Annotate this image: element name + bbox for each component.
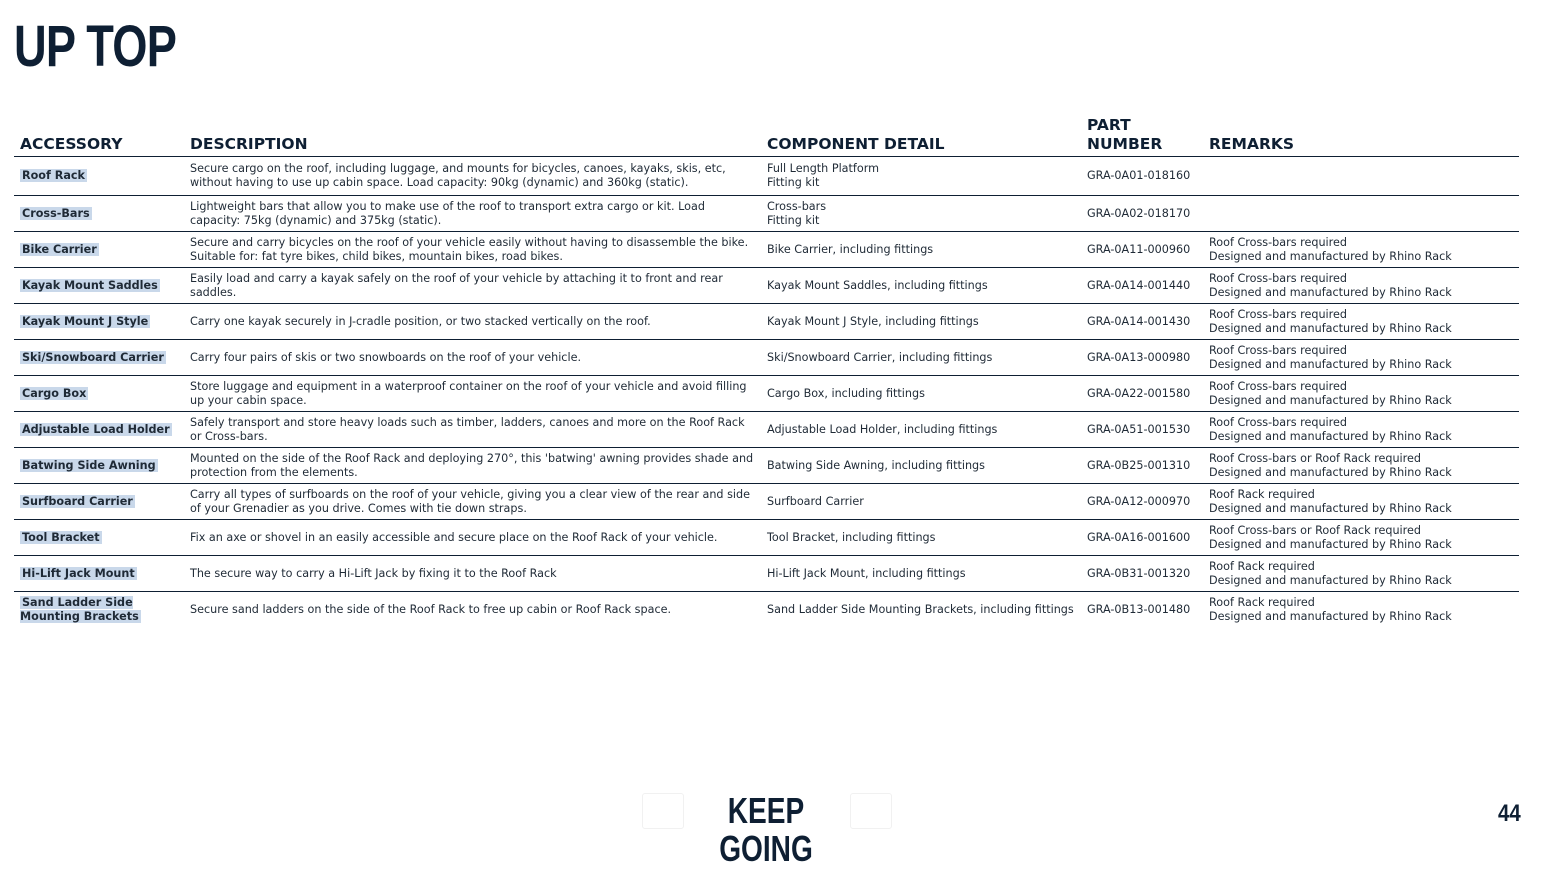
cell-description: Safely transport and store heavy loads such as timber, ladders, canoes and more on the Roof Rack or Cross-bars. (184, 412, 761, 448)
accessory-name: Kayak Mount J Style (22, 314, 149, 328)
accessory-name: Cross-Bars (22, 206, 90, 220)
cell-remarks (1203, 304, 1519, 340)
header-remarks: REMARKS (1203, 112, 1519, 157)
accessory-name: Batwing Side Awning (22, 458, 156, 472)
cell-remarks (1203, 520, 1519, 556)
remark-line2: Designed and manufactured by Rhino Rack (1209, 249, 1452, 263)
cell-accessory (14, 304, 184, 340)
remark-line2: Designed and manufactured by Rhino Rack (1209, 429, 1452, 443)
component-line1: Full Length Platform (767, 162, 880, 176)
cell-component-detail (761, 412, 1081, 448)
cell-remarks (1203, 412, 1519, 448)
table-row (14, 232, 1519, 268)
cell-part-number: GRA-0A02-018170 (1081, 196, 1203, 232)
cell-description: Easily load and carry a kayak safely on the roof of your vehicle by attaching it to front and rear saddles. (184, 268, 761, 304)
cell-description: Secure sand ladders on the side of the Roof Rack to free up cabin or Roof Rack space. (190, 602, 672, 616)
remark-line1: Roof Rack required (1209, 595, 1315, 609)
cell-component-detail (761, 232, 1081, 268)
cell-accessory (14, 376, 184, 412)
table-row (14, 412, 1519, 448)
component-line2: Fitting kit (767, 213, 820, 227)
cell-accessory (14, 157, 184, 196)
cell-accessory (14, 484, 184, 520)
header-description: DESCRIPTION (184, 112, 761, 157)
accessory-name: Sand Ladder Side Mounting Brackets (20, 595, 139, 623)
cell-part-number: GRA-0A14-001430 (1081, 304, 1203, 340)
cell-description: Fix an axe or shovel in an easily accessible and secure place on the Roof Rack of your vehicle. (184, 520, 761, 556)
component-line1: Bike Carrier, including fittings (767, 242, 934, 256)
remark-line1: Roof Cross-bars or Roof Rack required (1209, 451, 1421, 465)
table-row (14, 304, 1519, 340)
accessories-table (14, 112, 1519, 627)
cell-remarks (1203, 196, 1519, 232)
page-number: 44 (1498, 800, 1521, 827)
cell-description: Lightweight bars that allow you to make use of the roof to transport extra cargo or kit. Load capacity: 75kg (dynamic) and 375kg (static). (184, 196, 761, 232)
component-line1: Cargo Box, including fittings (767, 386, 925, 400)
cell-part-number: GRA-0A13-000980 (1081, 340, 1203, 376)
remark-line2: Designed and manufactured by Rhino Rack (1209, 465, 1452, 479)
accessory-name: Adjustable Load Holder (22, 422, 170, 436)
accessory-name: Roof Rack (22, 169, 85, 183)
cell-part-number: GRA-0A14-001440 (1081, 268, 1203, 304)
cell-part-number: GRA-0A11-000960 (1081, 232, 1203, 268)
cell-part-number: GRA-0B13-001480 (1087, 602, 1191, 616)
cell-description: Mounted on the side of the Roof Rack and deploying 270°, this 'batwing' awning provides shade and protection from the elements. (184, 448, 761, 484)
cell-description: Carry all types of surfboards on the roof of your vehicle, giving you a clear view of the rear and side of your Grenadier as you drive. Comes with tie down straps. (184, 484, 761, 520)
cell-remarks (1203, 376, 1519, 412)
cell-description: Carry four pairs of skis or two snowboards on the roof of your vehicle. (184, 340, 761, 376)
remark-line1: Roof Cross-bars required (1209, 235, 1347, 249)
cell-part-number: GRA-0A51-001530 (1081, 412, 1203, 448)
cell-accessory (14, 196, 184, 232)
cell-description: Secure and carry bicycles on the roof of your vehicle easily without having to disassemble the bike. Suitable for: fat tyre bikes, child bikes, mountain bikes, road bikes. (184, 232, 761, 268)
component-line1: Hi-Lift Jack Mount, including fittings (767, 566, 966, 580)
cell-component-detail (761, 340, 1081, 376)
remark-line2: Designed and manufactured by Rhino Rack (1209, 285, 1452, 299)
component-line1: Surfboard Carrier (767, 494, 864, 508)
header-accessory: ACCESSORY (14, 112, 184, 157)
cell-component-detail (761, 448, 1081, 484)
cell-description: Carry one kayak securely in J-cradle position, or two stacked vertically on the roof. (184, 304, 761, 340)
remark-line2: Designed and manufactured by Rhino Rack (1209, 573, 1452, 587)
cell-accessory (14, 448, 184, 484)
cell-component-detail (761, 556, 1081, 592)
table-row (14, 157, 1519, 196)
cell-part-number: GRA-0A16-001600 (1081, 520, 1203, 556)
remark-line2: Designed and manufactured by Rhino Rack (1209, 321, 1452, 335)
cell-component-detail (761, 268, 1081, 304)
table-row (14, 268, 1519, 304)
remark-line2: Designed and manufactured by Rhino Rack (1209, 357, 1452, 371)
component-line1: Sand Ladder Side Mounting Brackets, including fittings (767, 602, 1074, 616)
table-row (14, 376, 1519, 412)
cell-description: Secure cargo on the roof, including luggage, and mounts for bicycles, canoes, kayaks, skis, etc, without having to use up cabin space. Load capacity: 90kg (dynamic) and 360kg (static). (184, 157, 761, 196)
cell-component-detail (761, 484, 1081, 520)
remark-line1: Roof Rack required (1209, 559, 1315, 573)
cell-description: Store luggage and equipment in a waterproof container on the roof of your vehicle and avoid filling up your cabin space. (184, 376, 761, 412)
remark-line1: Roof Cross-bars required (1209, 271, 1347, 285)
cell-component-detail (761, 520, 1081, 556)
table-header-row (14, 112, 1519, 157)
cell-component-detail (761, 592, 1081, 628)
cell-part-number: GRA-0B25-001310 (1081, 448, 1203, 484)
cell-remarks (1203, 268, 1519, 304)
cell-remarks (1203, 592, 1519, 628)
cell-component-detail (761, 157, 1081, 196)
cell-remarks (1203, 448, 1519, 484)
cell-remarks (1203, 157, 1519, 196)
footer-right-box (850, 793, 892, 829)
accessory-name: Surfboard Carrier (22, 494, 133, 508)
accessory-name: Kayak Mount Saddles (22, 278, 158, 292)
cell-component-detail (761, 304, 1081, 340)
remark-line1: Roof Cross-bars or Roof Rack required (1209, 523, 1421, 537)
cell-accessory (14, 520, 184, 556)
component-line1: Tool Bracket, including fittings (767, 530, 936, 544)
table-row (14, 340, 1519, 376)
footer-banner (642, 790, 890, 869)
table-row (14, 484, 1519, 520)
remark-line1: Roof Cross-bars required (1209, 343, 1347, 357)
footer-text: KEEP GOING (719, 790, 813, 869)
header-part-line2: NUMBER (1087, 135, 1163, 153)
component-line1: Ski/Snowboard Carrier, including fittings (767, 350, 993, 364)
cell-accessory (14, 268, 184, 304)
component-line1: Batwing Side Awning, including fittings (767, 458, 985, 472)
cell-accessory (14, 232, 184, 268)
table-row (14, 520, 1519, 556)
accessory-name: Hi-Lift Jack Mount (22, 566, 135, 580)
cell-part-number: GRA-0A12-000970 (1081, 484, 1203, 520)
table-row (14, 556, 1519, 592)
remark-line1: Roof Cross-bars required (1209, 307, 1347, 321)
accessory-name: Bike Carrier (22, 242, 97, 256)
cell-accessory (14, 412, 184, 448)
table-row (14, 196, 1519, 232)
remark-line2: Designed and manufactured by Rhino Rack (1209, 537, 1452, 551)
component-line1: Kayak Mount J Style, including fittings (767, 314, 979, 328)
cell-remarks (1203, 484, 1519, 520)
remark-line1: Roof Rack required (1209, 487, 1315, 501)
table-row (14, 592, 1519, 628)
cell-accessory (14, 556, 184, 592)
remark-line2: Designed and manufactured by Rhino Rack (1209, 393, 1452, 407)
header-component-detail: COMPONENT DETAIL (761, 112, 1081, 157)
cell-accessory (14, 592, 184, 628)
cell-part-number: GRA-0B31-001320 (1081, 556, 1203, 592)
accessory-name: Cargo Box (22, 386, 87, 400)
page-title: UP TOP (14, 14, 177, 79)
accessory-name: Ski/Snowboard Carrier (22, 350, 164, 364)
cell-component-detail (761, 196, 1081, 232)
cell-accessory (14, 340, 184, 376)
cell-remarks (1203, 340, 1519, 376)
remark-line1: Roof Cross-bars required (1209, 415, 1347, 429)
table-row (14, 448, 1519, 484)
remark-line2: Designed and manufactured by Rhino Rack (1209, 609, 1452, 623)
component-line1: Kayak Mount Saddles, including fittings (767, 278, 988, 292)
cell-part-number: GRA-0A22-001580 (1081, 376, 1203, 412)
header-part-number (1081, 112, 1203, 157)
header-part-line1: PART (1087, 116, 1131, 134)
cell-remarks (1203, 232, 1519, 268)
cell-component-detail (761, 376, 1081, 412)
table-body (14, 157, 1519, 628)
remark-line1: Roof Cross-bars required (1209, 379, 1347, 393)
component-line1: Adjustable Load Holder, including fittings (767, 422, 998, 436)
cell-remarks (1203, 556, 1519, 592)
remark-line2: Designed and manufactured by Rhino Rack (1209, 501, 1452, 515)
cell-part-number: GRA-0A01-018160 (1081, 157, 1203, 196)
component-line1: Cross-bars (767, 199, 827, 213)
accessory-name: Tool Bracket (22, 530, 100, 544)
component-line2: Fitting kit (767, 176, 820, 189)
cell-description: The secure way to carry a Hi-Lift Jack by fixing it to the Roof Rack (184, 556, 761, 592)
footer-left-box (642, 793, 684, 829)
